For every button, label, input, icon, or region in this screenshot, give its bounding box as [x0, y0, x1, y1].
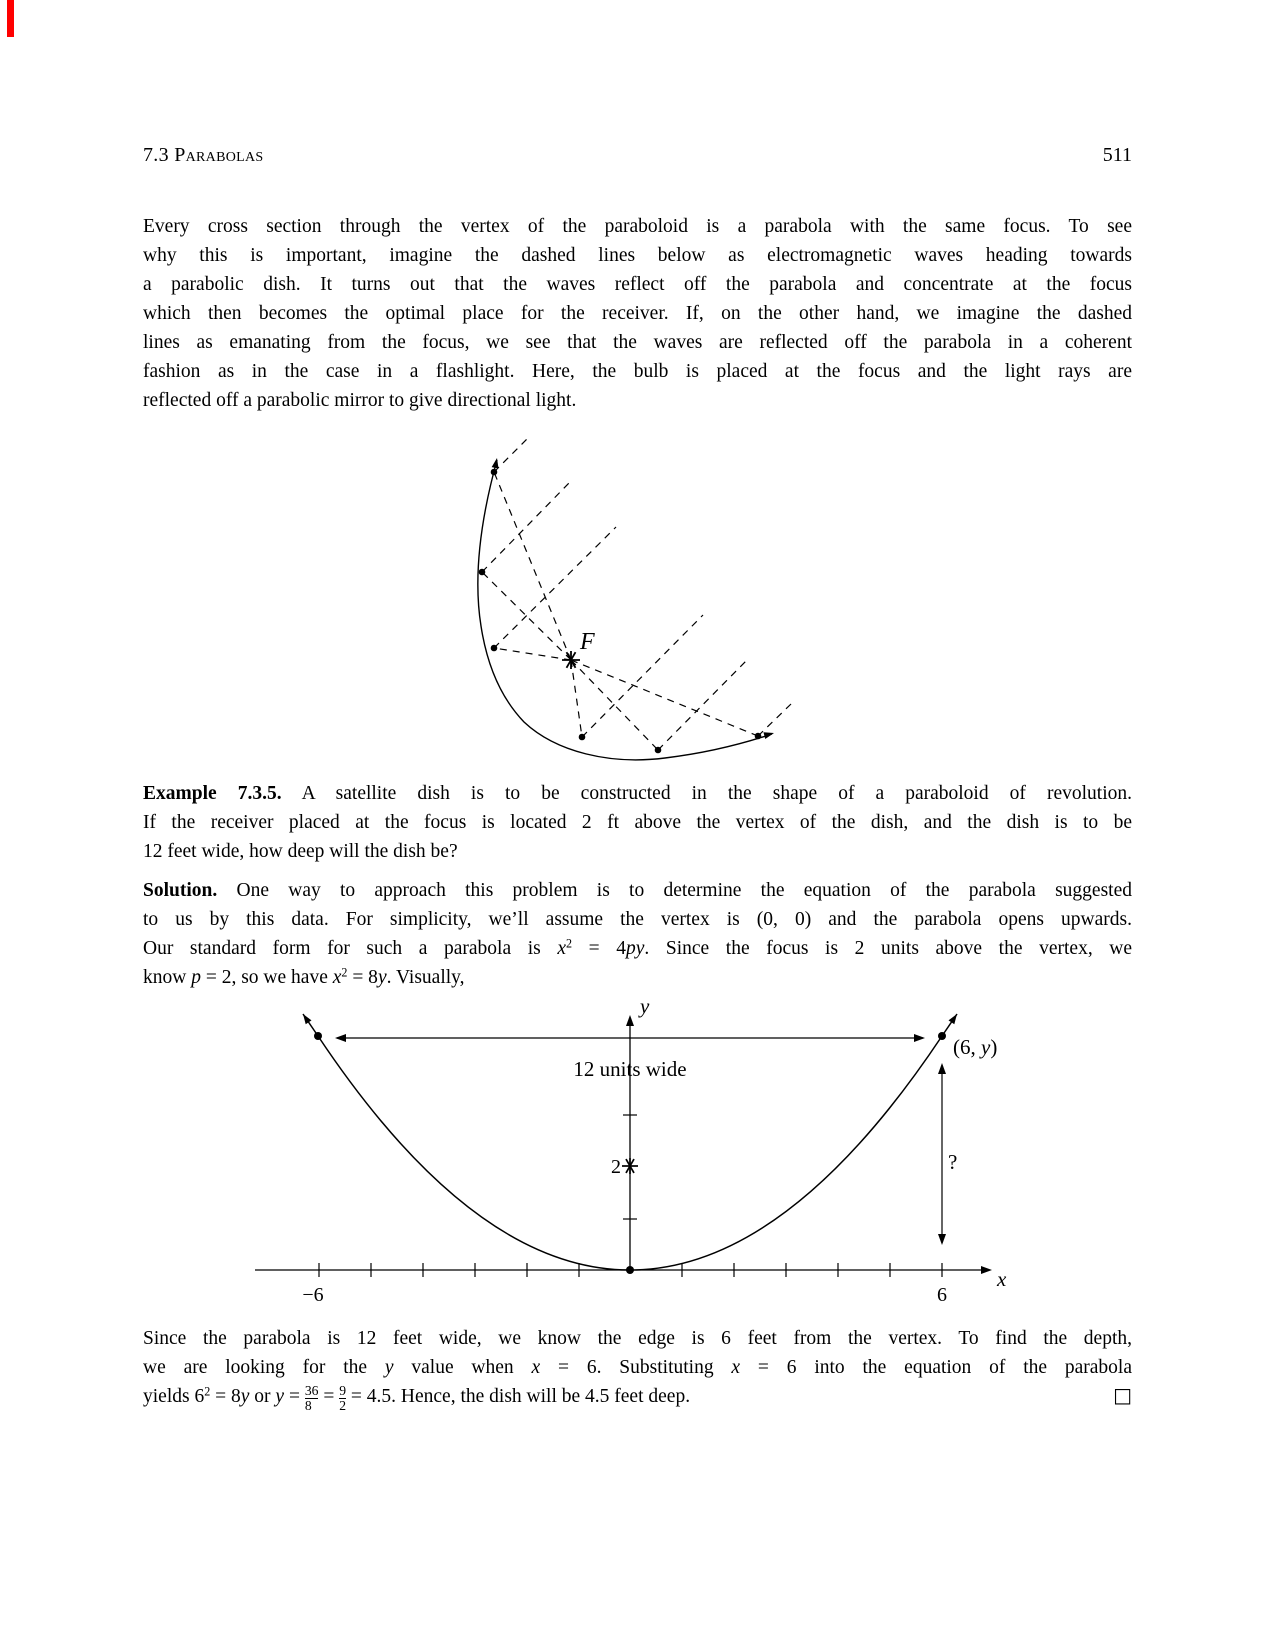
text-line: yields $6^2 = 8y$ or y = $\frac{36}{8}$ = $\frac{9}{2}$ = 4.5. Hence, the dish will be 4.5 feet deep.	[143, 1382, 691, 1414]
edge-point-left	[314, 1032, 322, 1040]
mirror-arc	[478, 460, 772, 760]
running-header	[143, 144, 1132, 167]
solution-paragraph	[143, 876, 1132, 992]
text-line: a parabolic dish. It turns out that the waves reflect off the parabola and concentrate at the focus	[143, 274, 1132, 295]
text-line: reflected off a parabolic mirror to give directional light.	[143, 390, 577, 411]
parallel-waves	[482, 438, 791, 750]
width-annotation: 12 units wide	[573, 1057, 687, 1081]
depth-annotation: ?	[948, 1150, 958, 1174]
focus-star	[622, 1158, 638, 1174]
dashed-wave	[758, 704, 791, 736]
parabola-graph	[240, 985, 1020, 1315]
text-line: know p = 2, so we have $x^2 = 8y$. Visually,	[143, 965, 465, 988]
text-line: which then becomes the optimal place for the receiver. If, on the other hand, we imagine the dashed	[143, 303, 1132, 324]
dashed-ray	[571, 660, 582, 737]
dashed-ray	[571, 660, 758, 736]
edge-point-right	[938, 1032, 946, 1040]
red-edge-artifact	[7, 0, 14, 37]
text-line: we are looking for the y value when x = 6. Substituting x = 6 into the equation of the parabola	[143, 1357, 1133, 1378]
arrowhead	[949, 1012, 960, 1024]
point-marker	[479, 569, 486, 576]
dashed-ray	[494, 472, 571, 660]
reflection-diagram	[420, 428, 820, 768]
y-axis-label: y	[640, 994, 650, 1018]
vertex-point	[626, 1266, 634, 1274]
text-line: Example 7.3.5. A satellite dish is to be constructed in the shape of a paraboloid of revolution.	[143, 783, 1132, 804]
dashed-wave	[494, 527, 616, 648]
text-line: to us by this data. For simplicity, we’ll assume the vertex is (0, 0) and the parabola opens upwards.	[143, 909, 1132, 930]
example-paragraph	[143, 779, 1132, 866]
qed-symbol: □	[1113, 1383, 1132, 1407]
text-line: lines as emanating from the focus, we see that the waves are reflected off the parabola in a coherent	[143, 332, 1132, 353]
closing-paragraph	[143, 1324, 1132, 1414]
page-number: 511	[1102, 144, 1132, 166]
arrowhead	[914, 1034, 925, 1042]
focus-star	[562, 651, 580, 669]
section-title: 7.3 Parabolas	[143, 144, 264, 166]
arrowhead	[335, 1034, 346, 1042]
text-line: Since the parabola is 12 feet wide, we know the edge is 6 feet from the vertex. To find the depth,	[143, 1328, 1132, 1349]
text-line: If the receiver placed at the focus is located 2 ft above the vertex of the dish, and the dish is to be	[143, 812, 1132, 833]
x-axis-arrowhead	[981, 1266, 992, 1274]
arrowhead	[492, 457, 501, 468]
point-marker	[491, 469, 498, 476]
x-max-label: 6	[937, 1284, 947, 1306]
y-axis-arrowhead	[626, 1015, 634, 1026]
dashed-ray	[494, 648, 571, 660]
edge-point-label: (6, y)	[953, 1035, 998, 1059]
point-marker	[579, 734, 586, 741]
point-marker	[491, 645, 498, 652]
arrowhead	[938, 1063, 946, 1074]
dashed-wave	[658, 658, 749, 750]
point-marker	[655, 747, 662, 754]
dashed-wave	[494, 438, 528, 472]
text-line: Solution. One way to approach this problem is to determine the equation of the parabola suggested	[143, 880, 1132, 901]
x-axis-label: x	[997, 1267, 1007, 1291]
text-line: 12 feet wide, how deep will the dish be?	[143, 841, 458, 862]
intro-paragraph	[143, 212, 1132, 415]
focus-rays	[482, 472, 758, 750]
x-min-label: −6	[302, 1284, 324, 1306]
text-line: Every cross section through the vertex of the paraboloid is a parabola with the same focus. To see	[143, 216, 1132, 237]
dashed-wave	[582, 615, 703, 737]
point-marker	[755, 733, 762, 740]
focus-label: F	[580, 629, 595, 655]
text-line: Our standard form for such a parabola is $x^2 = 4py$. Since the focus is 2 units above the vertex, we	[143, 936, 1133, 959]
dashed-wave	[482, 482, 570, 572]
arrowhead	[300, 1012, 311, 1024]
text-line: fashion as in the case in a flashlight. Here, the bulb is placed at the focus and the light rays are	[143, 361, 1132, 382]
text-line: why this is important, imagine the dashed lines below as electromagnetic waves heading towards	[143, 245, 1132, 266]
arrowhead	[763, 730, 774, 739]
arrowhead	[938, 1234, 946, 1245]
focus-value-label: 2	[611, 1156, 621, 1178]
